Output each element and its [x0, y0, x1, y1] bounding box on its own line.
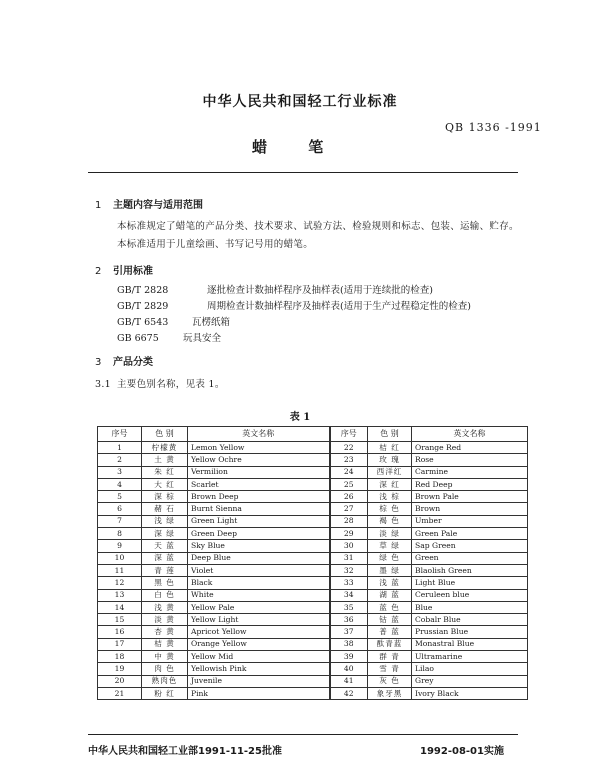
color-english-name: Lilao [412, 663, 528, 675]
color-number: 1 [98, 442, 142, 454]
effective-date: 1992-08-01实施 [420, 746, 504, 757]
color-chinese-name: 深 蓝 [142, 552, 188, 564]
color-english-name: White [188, 589, 330, 601]
color-chinese-name: 大 红 [142, 478, 188, 490]
color-english-name: Green Light [188, 515, 330, 527]
table-row [98, 528, 528, 540]
section-3-1-number: 3.1 [95, 379, 112, 390]
table-caption: 表 1 [289, 412, 311, 423]
color-number: 36 [330, 614, 368, 626]
color-number: 18 [98, 651, 142, 663]
color-english-name: Ultramarine [412, 651, 528, 663]
color-chinese-name: 普 蓝 [368, 626, 412, 638]
color-english-name: Sky Blue [188, 540, 330, 552]
color-english-name: Brown Pale [412, 491, 528, 503]
color-chinese-name: 象牙黑 [368, 687, 412, 699]
color-chinese-name: 杏 黄 [142, 626, 188, 638]
color-english-name: Deep Blue [188, 552, 330, 564]
color-number: 10 [98, 552, 142, 564]
color-chinese-name: 浅 蓝 [368, 577, 412, 589]
color-english-name: Burnt Sienna [188, 503, 330, 515]
color-chinese-name: 玫 瑰 [368, 454, 412, 466]
color-number: 30 [330, 540, 368, 552]
color-number: 34 [330, 589, 368, 601]
color-number: 25 [330, 478, 368, 490]
color-chinese-name: 淡 绿 [368, 528, 412, 540]
color-english-name: Yellow Pale [188, 601, 330, 613]
color-english-name: Prussian Blue [412, 626, 528, 638]
section-1-heading [95, 196, 203, 211]
color-chinese-name: 熟肉色 [142, 675, 188, 687]
approval-line: 中华人民共和国轻工业部1991-11-25批准 [88, 746, 282, 757]
section-1-number: 1 [95, 200, 102, 211]
color-english-name: Blaolish Green [412, 564, 528, 576]
color-chinese-name: 朱 红 [142, 466, 188, 478]
section-3-title: 产品分类 [113, 357, 153, 368]
header-color: 色 别 [142, 427, 188, 442]
color-chinese-name: 钴 蓝 [368, 614, 412, 626]
color-english-name: Rose [412, 454, 528, 466]
header-no: 序号 [98, 427, 142, 442]
color-english-name: Light Blue [412, 577, 528, 589]
table-row [98, 478, 528, 490]
header-no: 序号 [330, 427, 368, 442]
color-number: 13 [98, 589, 142, 601]
color-number: 23 [330, 454, 368, 466]
table-row [98, 589, 528, 601]
table-row [98, 515, 528, 527]
color-chinese-name: 天 蓝 [142, 540, 188, 552]
color-chinese-name: 深 棕 [142, 491, 188, 503]
reference-code: GB/T 6543 [117, 317, 169, 328]
table-row [98, 651, 528, 663]
table-row [98, 577, 528, 589]
reference-code: GB/T 2828 [117, 285, 169, 296]
color-number: 6 [98, 503, 142, 515]
color-english-name: Orange Red [412, 442, 528, 454]
reference-item [117, 314, 230, 328]
reference-item [117, 282, 433, 296]
color-english-name: Lemon Yellow [188, 442, 330, 454]
color-number: 4 [98, 478, 142, 490]
color-number: 26 [330, 491, 368, 503]
color-chinese-name: 棕 色 [368, 503, 412, 515]
color-chinese-name: 肉 色 [142, 663, 188, 675]
footer-rule [88, 734, 518, 735]
color-chinese-name: 蓝 色 [368, 601, 412, 613]
color-chinese-name: 浅 黄 [142, 601, 188, 613]
color-english-name: Orange Yellow [188, 638, 330, 650]
color-english-name: Carmine [412, 466, 528, 478]
color-number: 24 [330, 466, 368, 478]
color-english-name: Vermilion [188, 466, 330, 478]
color-chinese-name: 绿 色 [368, 552, 412, 564]
color-english-name: Yellow Mid [188, 651, 330, 663]
table-row [98, 503, 528, 515]
standard-code: QB 1336 -1991 [445, 121, 542, 134]
color-chinese-name: 浅 绿 [142, 515, 188, 527]
color-number: 40 [330, 663, 368, 675]
reference-code: GB 6675 [117, 333, 159, 344]
reference-item [117, 330, 221, 344]
color-chinese-name: 赭 石 [142, 503, 188, 515]
color-english-name: Apricot Yellow [188, 626, 330, 638]
color-english-name: Green Deep [188, 528, 330, 540]
color-number: 32 [330, 564, 368, 576]
color-number: 7 [98, 515, 142, 527]
color-english-name: Red Deep [412, 478, 528, 490]
color-number: 9 [98, 540, 142, 552]
color-chinese-name: 草 绿 [368, 540, 412, 552]
color-english-name: Pink [188, 687, 330, 699]
color-english-name: Scarlet [188, 478, 330, 490]
color-chinese-name: 黑 色 [142, 577, 188, 589]
section-3-1 [95, 376, 225, 390]
color-chinese-name: 桔 红 [368, 442, 412, 454]
header-rule [88, 172, 518, 173]
color-chinese-name: 西洋红 [368, 466, 412, 478]
ministry-title: 中华人民共和国轻工行业标准 [202, 94, 398, 110]
color-english-name: Yellowish Pink [188, 663, 330, 675]
color-number: 37 [330, 626, 368, 638]
color-english-name: Umber [412, 515, 528, 527]
section-3-1-text: 主要色别名称，见表 1。 [117, 379, 225, 390]
section-2-heading [95, 262, 153, 277]
color-english-name: Black [188, 577, 330, 589]
color-english-name: Ivory Black [412, 687, 528, 699]
color-number: 29 [330, 528, 368, 540]
header-english: 英文名称 [412, 427, 528, 442]
color-chinese-name: 桔 黄 [142, 638, 188, 650]
color-chinese-name: 深 红 [368, 478, 412, 490]
color-table [97, 426, 528, 700]
color-chinese-name: 中 黄 [142, 651, 188, 663]
table-row [98, 614, 528, 626]
table-row [98, 626, 528, 638]
color-number: 42 [330, 687, 368, 699]
color-chinese-name: 深 绿 [142, 528, 188, 540]
color-number: 22 [330, 442, 368, 454]
color-number: 19 [98, 663, 142, 675]
color-english-name: Cobalr Blue [412, 614, 528, 626]
color-number: 39 [330, 651, 368, 663]
color-number: 20 [98, 675, 142, 687]
color-chinese-name: 白 色 [142, 589, 188, 601]
table-row [98, 638, 528, 650]
color-chinese-name: 褐 色 [368, 515, 412, 527]
color-number: 28 [330, 515, 368, 527]
color-number: 8 [98, 528, 142, 540]
color-english-name: Brown Deep [188, 491, 330, 503]
table-row [98, 454, 528, 466]
color-english-name: Sap Green [412, 540, 528, 552]
color-chinese-name: 灰 色 [368, 675, 412, 687]
table-row [98, 552, 528, 564]
table-row [98, 491, 528, 503]
header-english: 英文名称 [188, 427, 330, 442]
color-number: 41 [330, 675, 368, 687]
color-number: 15 [98, 614, 142, 626]
color-number: 17 [98, 638, 142, 650]
color-number: 16 [98, 626, 142, 638]
reference-title: 玩具安全 [183, 333, 222, 344]
color-number: 31 [330, 552, 368, 564]
section-2-title: 引用标准 [113, 266, 153, 277]
table-row [98, 466, 528, 478]
color-english-name: Grey [412, 675, 528, 687]
section-1-title: 主题内容与适用范围 [113, 200, 203, 211]
color-english-name: Yellow Light [188, 614, 330, 626]
color-english-name: Yellow Ochre [188, 454, 330, 466]
color-number: 33 [330, 577, 368, 589]
table-row [98, 675, 528, 687]
reference-code: GB/T 2829 [117, 301, 169, 312]
color-chinese-name: 土 黄 [142, 454, 188, 466]
color-chinese-name: 柠檬黄 [142, 442, 188, 454]
color-number: 3 [98, 466, 142, 478]
table-row [98, 601, 528, 613]
color-number: 27 [330, 503, 368, 515]
reference-item [117, 298, 471, 312]
color-number: 5 [98, 491, 142, 503]
color-chinese-name: 雪 青 [368, 663, 412, 675]
color-number: 35 [330, 601, 368, 613]
color-number: 12 [98, 577, 142, 589]
color-number: 21 [98, 687, 142, 699]
color-number: 11 [98, 564, 142, 576]
color-chinese-name: 湖 蓝 [368, 589, 412, 601]
reference-title: 周期检查计数抽样程序及抽样表(适用于生产过程稳定性的检查) [207, 301, 471, 312]
section-3-number: 3 [95, 357, 102, 368]
color-number: 38 [330, 638, 368, 650]
color-english-name: Monastral Blue [412, 638, 528, 650]
table-row [98, 663, 528, 675]
table-row [98, 564, 528, 576]
color-english-name: Green Pale [412, 528, 528, 540]
document-title: 蜡 笔 [252, 138, 342, 156]
color-english-name: Violet [188, 564, 330, 576]
section-1-paragraph-1: 本标准规定了蜡笔的产品分类、技术要求、试验方法、检验规则和标志、包装、运输、贮存。 [117, 221, 519, 232]
color-number: 14 [98, 601, 142, 613]
reference-title: 逐批检查计数抽样程序及抽样表(适用于连续批的检查) [207, 285, 433, 296]
color-number: 2 [98, 454, 142, 466]
color-chinese-name: 粉 红 [142, 687, 188, 699]
color-english-name: Blue [412, 601, 528, 613]
header-color: 色 别 [368, 427, 412, 442]
color-english-name: Green [412, 552, 528, 564]
color-chinese-name: 群 青 [368, 651, 412, 663]
color-chinese-name: 青 莲 [142, 564, 188, 576]
color-chinese-name: 酞青蓝 [368, 638, 412, 650]
reference-title: 瓦楞纸箱 [192, 317, 231, 328]
table-row [98, 540, 528, 552]
color-chinese-name: 浅 棕 [368, 491, 412, 503]
table-row [98, 442, 528, 454]
section-3-heading [95, 353, 153, 368]
color-chinese-name: 淡 黄 [142, 614, 188, 626]
color-chinese-name: 墨 绿 [368, 564, 412, 576]
color-english-name: Brown [412, 503, 528, 515]
section-2-number: 2 [95, 266, 102, 277]
table-row [98, 687, 528, 699]
color-english-name: Ceruleen blue [412, 589, 528, 601]
table-header-row [98, 427, 528, 442]
color-english-name: Juvenile [188, 675, 330, 687]
section-1-paragraph-2: 本标准适用于儿童绘画、书写记号用的蜡笔。 [117, 239, 314, 250]
